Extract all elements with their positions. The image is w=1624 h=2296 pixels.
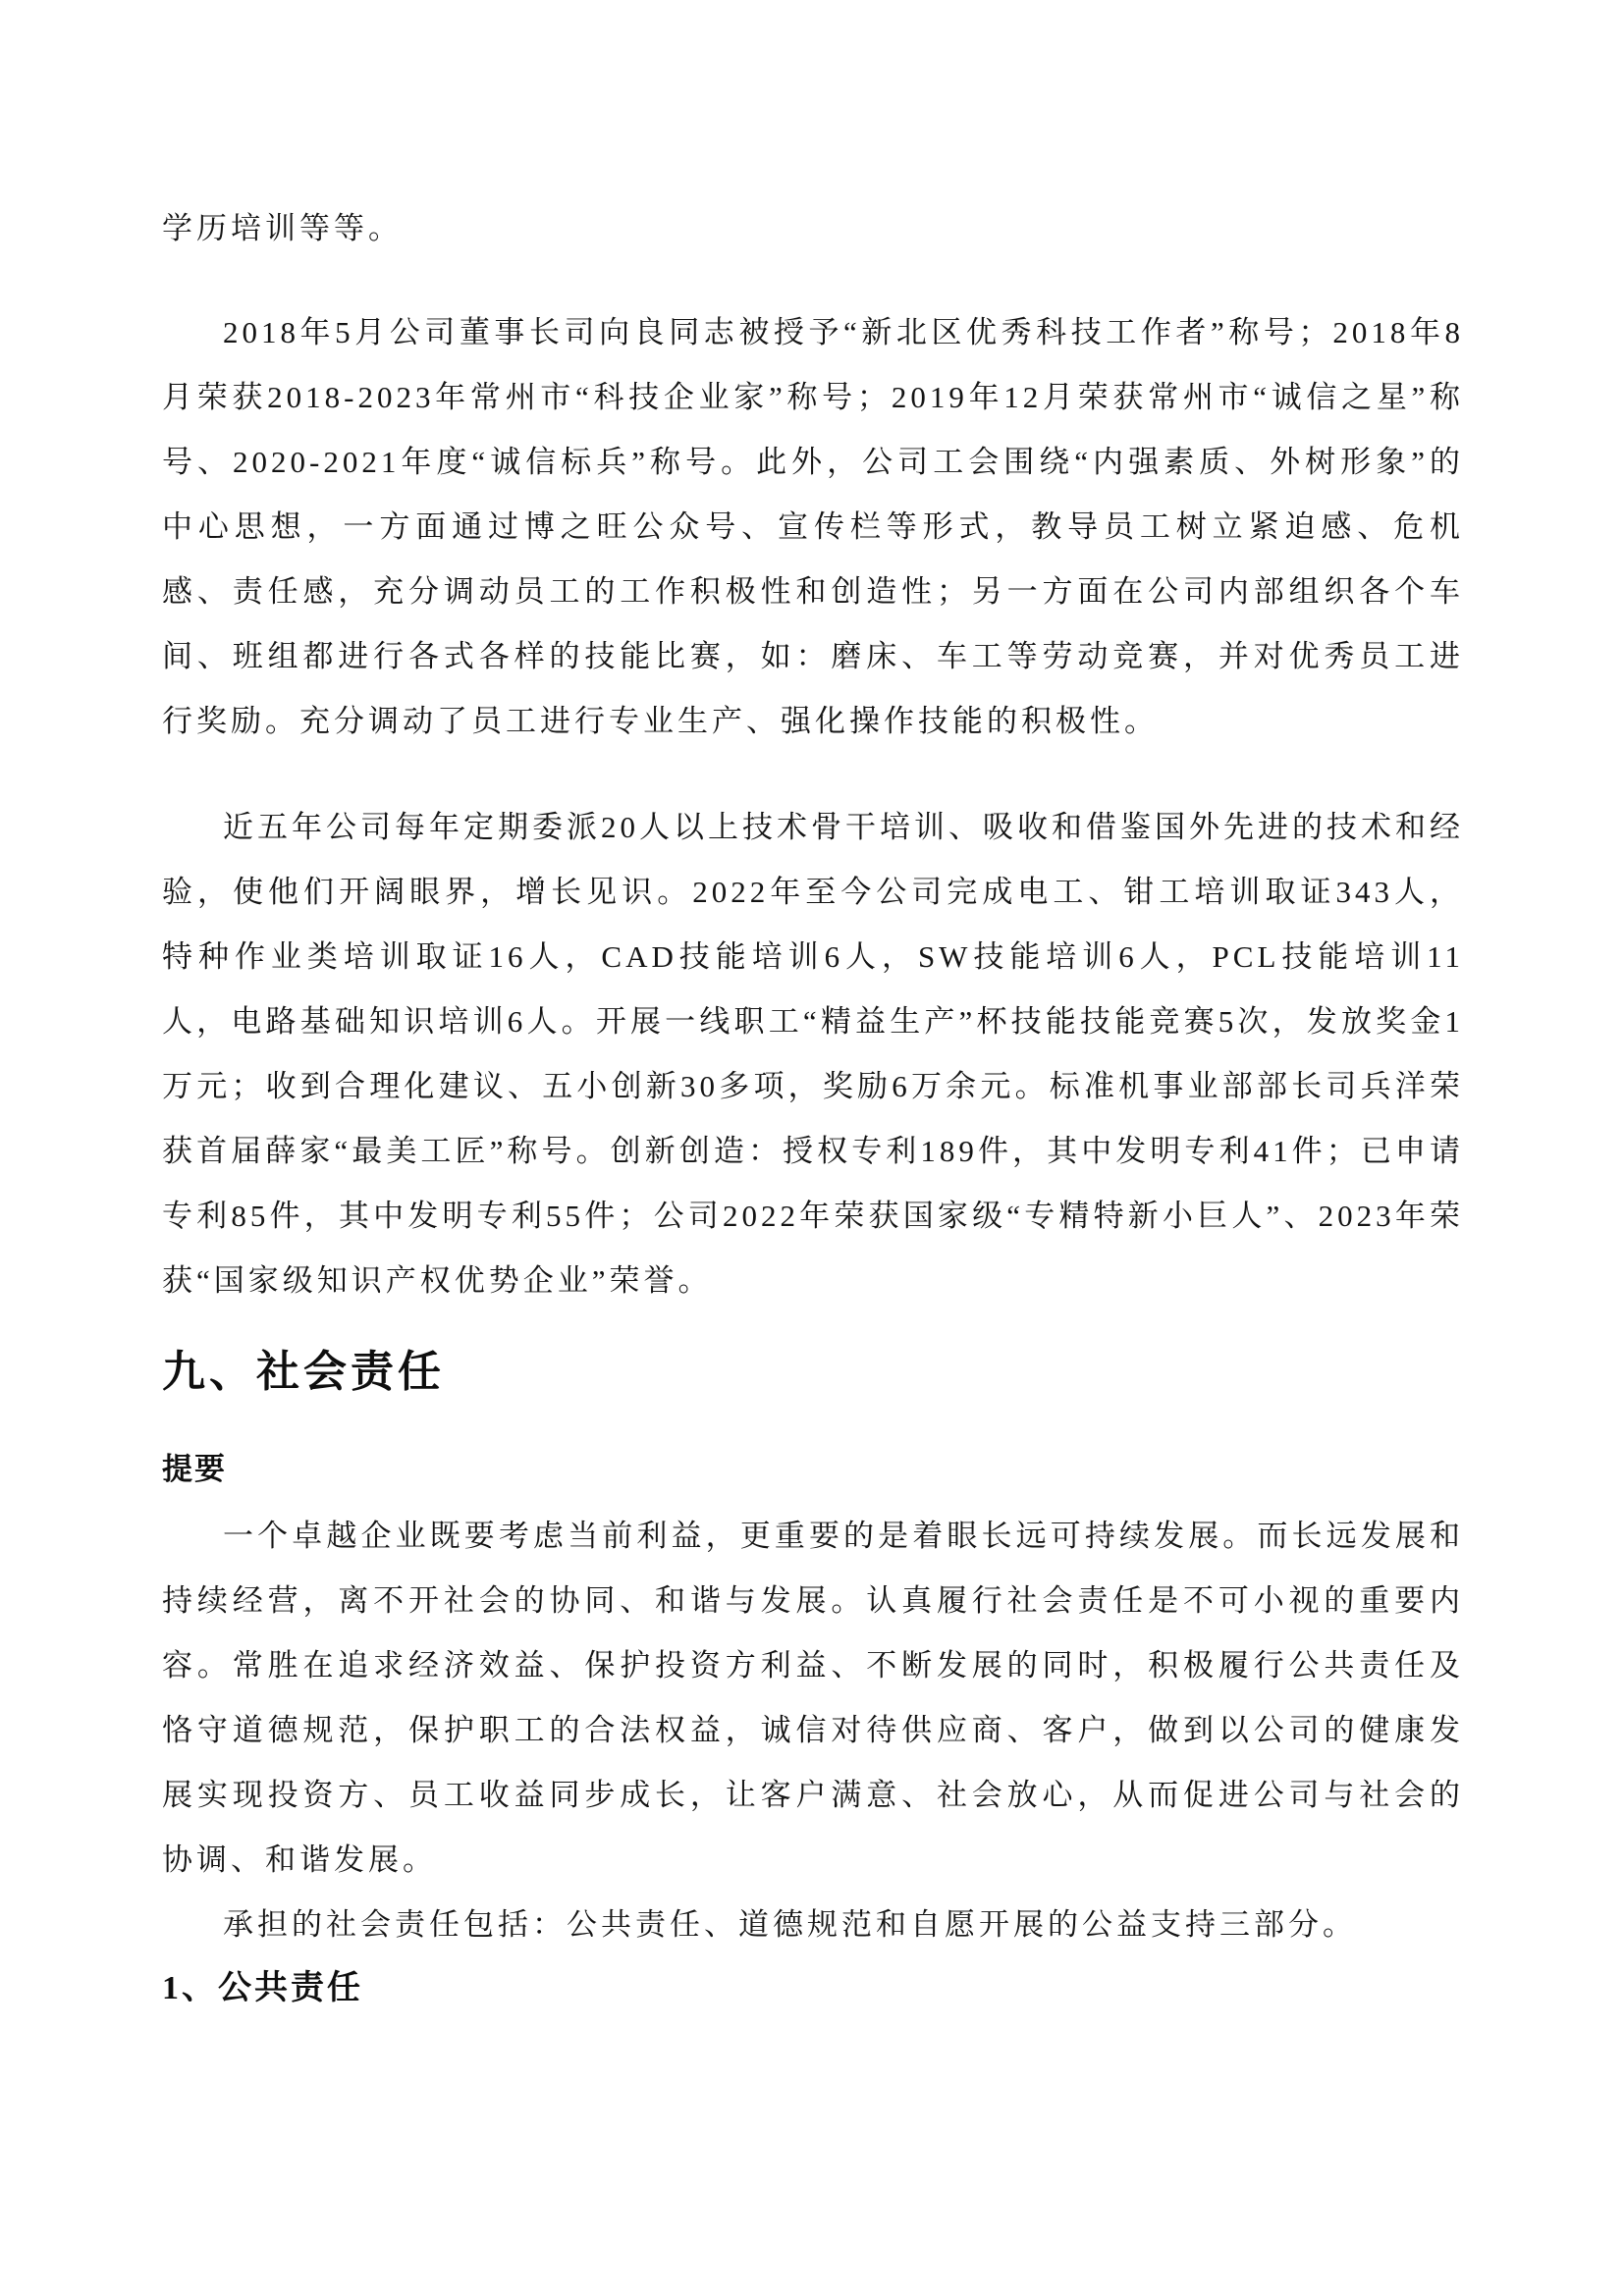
paragraph-responsibility-parts: 承担的社会责任包括：公共责任、道德规范和自愿开展的公益支持三部分。 xyxy=(223,1907,1357,1942)
paragraph-continuation: 学历培训等等。 xyxy=(162,211,403,245)
paragraph-training: 近五年公司每年定期委派20人以上技术骨干培训、吸收和借鉴国外先进的技术和经验，使他们开阔眼界，增长见识。2022年至今公司完成电工、钳工培训取证343人，特种作业类培训取证16人，CAD技能培训6人，SW技能培训6人，PCL技能培训11人，电路基础知识培训6人。开展一线职工“精益生产”杯技能技能竞赛5次，发放奖金1万元；收到合理化建议、五小创新30多项，奖励6万余元。标准机事业部部长司兵洋荣获首届薛家“最美工匠”称号。创新创造：授权专利189件，其中发明专利41件；已申请专利85件，其中发明专利55件；公司2022年荣获国家级“专精特新小巨人”、2023年荣获“国家级知识产权优势企业”荣誉。 xyxy=(162,810,1464,1298)
summary-label: 提要 xyxy=(162,1452,227,1486)
document-content xyxy=(162,196,1464,2020)
paragraph-summary-intro: 一个卓越企业既要考虑当前利益，更重要的是着眼长远可持续发展。而长远发展和持续经营，离不开社会的协同、和谐与发展。认真履行社会责任是不可小视的重要内容。常胜在追求经济效益、保护投资方利益、不断发展的同时，积极履行公共责任及恪守道德规范，保护职工的合法权益，诚信对待供应商、客户，做到以公司的健康发展实现投资方、员工收益同步成长，让客户满意、社会放心，从而促进公司与社会的协调、和谐发展。 xyxy=(162,1519,1464,1877)
paragraph-awards: 2018年5月公司董事长司向良同志被授予“新北区优秀科技工作者”称号；2018年8月荣获2018-2023年常州市“科技企业家”称号；2019年12月荣获常州市“诚信之星”称号、2020-2021年度“诚信标兵”称号。此外，公司工会围绕“内强素质、外树形象”的中心思想，一方面通过博之旺公众号、宣传栏等形式，教导员工树立紧迫感、危机感、责任感，充分调动员工的工作积极性和创造性；另一方面在公司内部组织各个车间、班组都进行各式各样的技能比赛，如：磨床、车工等劳动竞赛，并对优秀员工进行奖励。充分调动了员工进行专业生产、强化操作技能的积极性。 xyxy=(162,315,1464,738)
section-heading-social-responsibility: 九、社会责任 xyxy=(162,1348,445,1396)
subsection-heading-public-responsibility: 1、公共责任 xyxy=(162,1970,363,2006)
